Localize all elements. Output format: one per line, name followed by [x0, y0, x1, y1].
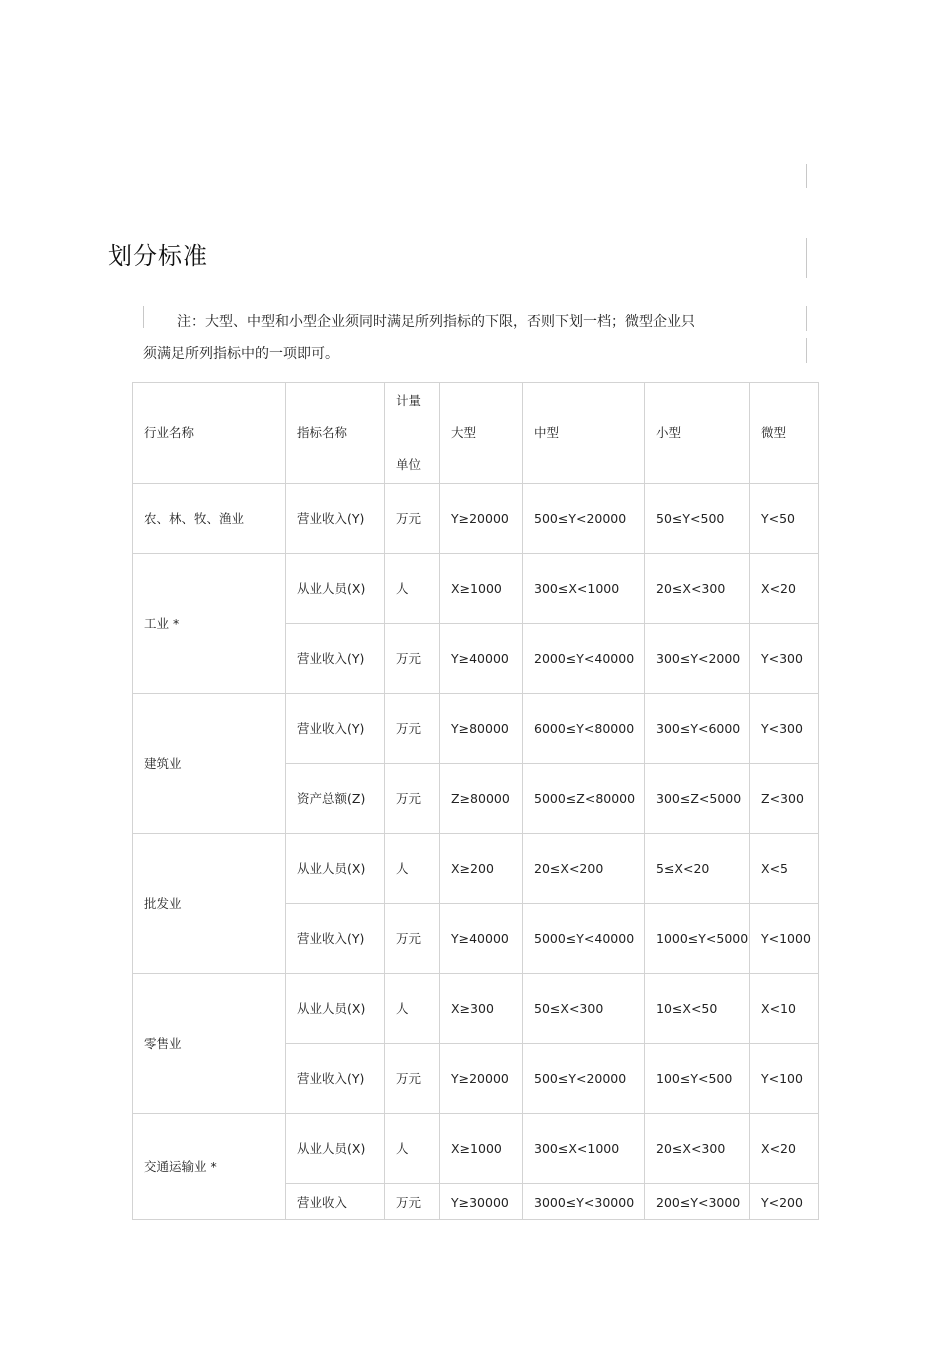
indicator-cell: 从业人员(X) [286, 554, 385, 624]
indicator-cell: 营业收入(Y) [286, 624, 385, 694]
table-row [133, 1114, 819, 1184]
indicator-cell: 营业收入(Y) [286, 694, 385, 764]
table-row [133, 974, 819, 1044]
section-title: 划分标准 [108, 242, 208, 270]
micro-cell: X<20 [750, 1114, 819, 1184]
indicator-cell: 从业人员(X) [286, 974, 385, 1044]
header-small: 小型 [645, 383, 750, 484]
indicator-cell: 营业收入(Y) [286, 1044, 385, 1114]
industry-cell: 农、林、牧、渔业 [133, 484, 286, 554]
medium-cell: 5000≤Z<80000 [523, 764, 645, 834]
small-cell: 20≤X<300 [645, 1114, 750, 1184]
table-header-row [133, 383, 819, 484]
small-cell: 300≤Y<2000 [645, 624, 750, 694]
medium-cell: 50≤X<300 [523, 974, 645, 1044]
indicator-cell: 营业收入(Y) [286, 484, 385, 554]
margin-rule [806, 238, 807, 278]
small-cell: 300≤Z<5000 [645, 764, 750, 834]
unit-cell: 万元 [385, 764, 440, 834]
indicator-cell: 营业收入(Y) [286, 904, 385, 974]
large-cell: X≥300 [440, 974, 523, 1044]
indicator-cell: 从业人员(X) [286, 834, 385, 904]
indicator-cell: 从业人员(X) [286, 1114, 385, 1184]
unit-cell: 万元 [385, 1184, 440, 1220]
header-industry: 行业名称 [133, 383, 286, 484]
table-row [133, 834, 819, 904]
industry-cell: 交通运输业 * [133, 1114, 286, 1220]
unit-cell: 万元 [385, 1044, 440, 1114]
large-cell: Y≥40000 [440, 904, 523, 974]
indicator-cell: 营业收入 [286, 1184, 385, 1220]
industry-cell: 工业 * [133, 554, 286, 694]
large-cell: Y≥20000 [440, 1044, 523, 1114]
medium-cell: 6000≤Y<80000 [523, 694, 645, 764]
small-cell: 10≤X<50 [645, 974, 750, 1044]
header-unit [385, 383, 440, 484]
small-cell: 300≤Y<6000 [645, 694, 750, 764]
micro-cell: Y<300 [750, 694, 819, 764]
unit-cell: 人 [385, 834, 440, 904]
industry-cell: 建筑业 [133, 694, 286, 834]
unit-cell: 万元 [385, 904, 440, 974]
classification-table [132, 382, 819, 1220]
margin-rule [806, 338, 807, 363]
note-line-2: 须满足所列指标中的一项即可。 [143, 346, 339, 362]
medium-cell: 300≤X<1000 [523, 554, 645, 624]
micro-cell: X<20 [750, 554, 819, 624]
micro-cell: Y<300 [750, 624, 819, 694]
small-cell: 100≤Y<500 [645, 1044, 750, 1114]
table-row [133, 694, 819, 764]
note-line-1: 注：大型、中型和小型企业须同时满足所列指标的下限，否则下划一档；微型企业只 [177, 314, 695, 330]
medium-cell: 2000≤Y<40000 [523, 624, 645, 694]
small-cell: 5≤X<20 [645, 834, 750, 904]
micro-cell: Y<200 [750, 1184, 819, 1220]
header-unit-line1: 计量 [396, 393, 422, 408]
header-large: 大型 [440, 383, 523, 484]
header-micro: 微型 [750, 383, 819, 484]
medium-cell: 5000≤Y<40000 [523, 904, 645, 974]
unit-cell: 人 [385, 1114, 440, 1184]
medium-cell: 3000≤Y<30000 [523, 1184, 645, 1220]
industry-cell: 批发业 [133, 834, 286, 974]
micro-cell: Y<100 [750, 1044, 819, 1114]
micro-cell: X<10 [750, 974, 819, 1044]
medium-cell: 300≤X<1000 [523, 1114, 645, 1184]
small-cell: 1000≤Y<5000 [645, 904, 750, 974]
large-cell: Y≥20000 [440, 484, 523, 554]
large-cell: X≥1000 [440, 554, 523, 624]
medium-cell: 500≤Y<20000 [523, 484, 645, 554]
note-paragraph [143, 306, 763, 370]
unit-cell: 人 [385, 554, 440, 624]
header-medium: 中型 [523, 383, 645, 484]
large-cell: Y≥40000 [440, 624, 523, 694]
micro-cell: Z<300 [750, 764, 819, 834]
table-row [133, 554, 819, 624]
unit-cell: 万元 [385, 694, 440, 764]
medium-cell: 500≤Y<20000 [523, 1044, 645, 1114]
indicator-cell: 资产总额(Z) [286, 764, 385, 834]
header-unit-line2: 单位 [396, 457, 422, 472]
medium-cell: 20≤X<200 [523, 834, 645, 904]
large-cell: X≥200 [440, 834, 523, 904]
margin-rule [806, 306, 807, 331]
large-cell: Z≥80000 [440, 764, 523, 834]
unit-cell: 万元 [385, 484, 440, 554]
header-indicator: 指标名称 [286, 383, 385, 484]
margin-rule [806, 164, 807, 188]
micro-cell: X<5 [750, 834, 819, 904]
small-cell: 200≤Y<3000 [645, 1184, 750, 1220]
industry-cell: 零售业 [133, 974, 286, 1114]
small-cell: 50≤Y<500 [645, 484, 750, 554]
large-cell: Y≥80000 [440, 694, 523, 764]
table-row [133, 484, 819, 554]
micro-cell: Y<1000 [750, 904, 819, 974]
large-cell: X≥1000 [440, 1114, 523, 1184]
small-cell: 20≤X<300 [645, 554, 750, 624]
large-cell: Y≥30000 [440, 1184, 523, 1220]
micro-cell: Y<50 [750, 484, 819, 554]
unit-cell: 人 [385, 974, 440, 1044]
unit-cell: 万元 [385, 624, 440, 694]
